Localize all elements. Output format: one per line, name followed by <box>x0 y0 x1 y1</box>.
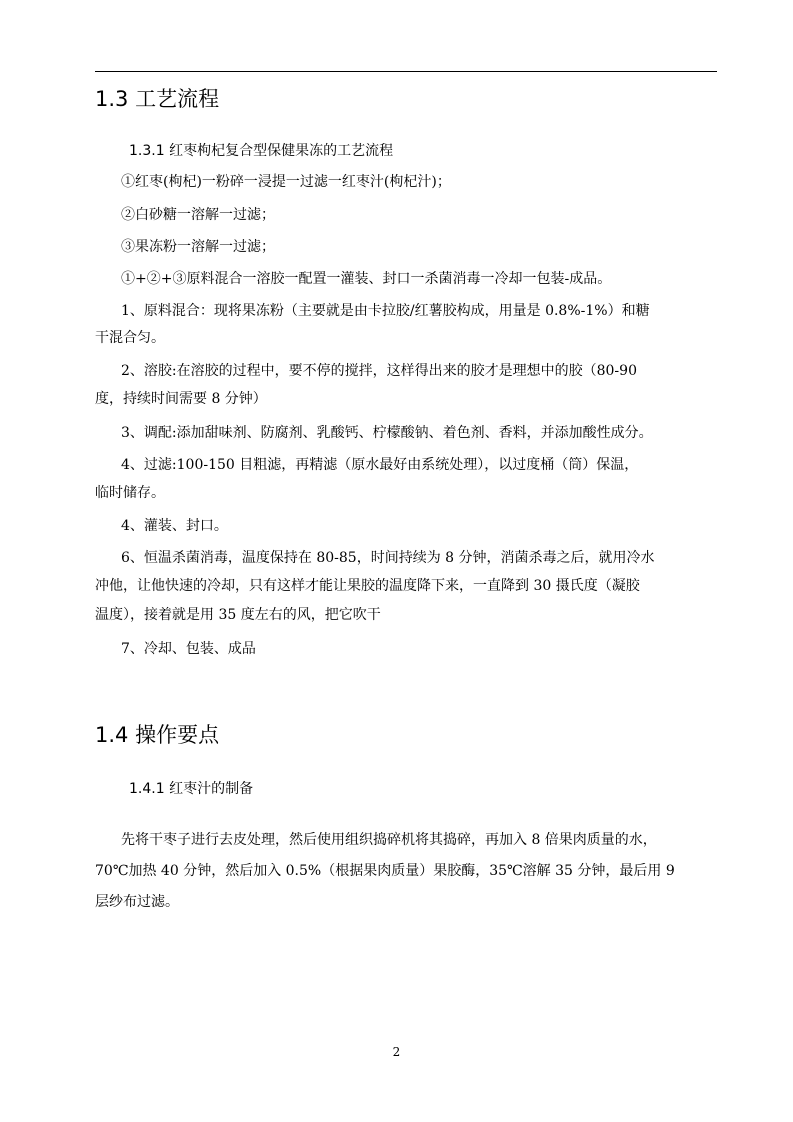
step-5-line-1: 4、灌装、封口。 <box>121 518 228 534</box>
subsection-heading-1-3-1: 1.3.1 红枣枸杞复合型保健果冻的工艺流程 <box>129 143 394 159</box>
subsection-heading-1-4-1: 1.4.1 红枣汁的制备 <box>129 781 254 797</box>
flow-line-4: ①+②+③原料混合一溶胶一配置一灌装、封口一杀菌消毒一冷却一包装-成品。 <box>121 271 612 287</box>
page-number: 2 <box>392 1045 401 1059</box>
flow-line-1: ①红枣(枸杞)一粉碎一浸提一过滤一红枣汁(枸杞汁)； <box>121 174 451 190</box>
step-4-line-2: 临时储存。 <box>95 485 165 501</box>
paragraph-line-2: 70℃加热 40 分钟，然后加入 0.5%（根据果肉质量）果胶酶，35℃溶解 35 分钟，最后用 9 <box>95 863 675 879</box>
flow-line-2: ②白砂糖一溶解一过滤； <box>121 207 275 223</box>
step-6-line-3: 温度），接着就是用 35 度左右的风，把它吹干 <box>95 607 381 623</box>
paragraph-line-3: 层纱布过滤。 <box>95 894 179 910</box>
step-1-line-1: 1、原料混合：现将果冻粉（主要就是由卡拉胶/红薯胶构成，用量是 0.8%-1%）和糖 <box>121 303 650 319</box>
step-6-line-1: 6、恒温杀菌消毒，温度保持在 80-85，时间持续为 8 分钟，消菌杀毒之后，就用冷水 <box>121 550 655 566</box>
section-heading-1-3: 1.3 工艺流程 <box>95 87 220 111</box>
section-heading-1-4: 1.4 操作要点 <box>95 723 220 747</box>
step-2-line-1: 2、溶胶:在溶胶的过程中，要不停的搅拌，这样得出来的胶才是理想中的胶（80-90 <box>121 363 637 379</box>
paragraph-line-1: 先将干枣子进行去皮处理，然后使用组织捣碎机将其捣碎，再加入 8 倍果肉质量的水， <box>121 832 657 848</box>
header-rule <box>95 71 717 72</box>
step-1-line-2: 干混合匀。 <box>95 330 165 346</box>
step-6-line-2: 冲他，让他快速的冷却，只有这样才能让果胶的温度降下来，一直降到 30 摄氏度（凝胶 <box>95 578 640 594</box>
step-3-line-1: 3、调配:添加甜味剂、防腐剂、乳酸钙、柠檬酸钠、着色剂、香料，并添加酸性成分。 <box>121 425 653 441</box>
flow-line-3: ③果冻粉一溶解一过滤； <box>121 239 275 255</box>
step-2-line-2: 度，持续时间需要 8 分钟） <box>95 391 267 407</box>
step-7-line-1: 7、冷却、包装、成品 <box>121 641 256 657</box>
step-4-line-1: 4、过滤:100-150 目粗滤，再精滤（原水最好由系统处理），以过度桶（筒）保温， <box>121 457 639 473</box>
